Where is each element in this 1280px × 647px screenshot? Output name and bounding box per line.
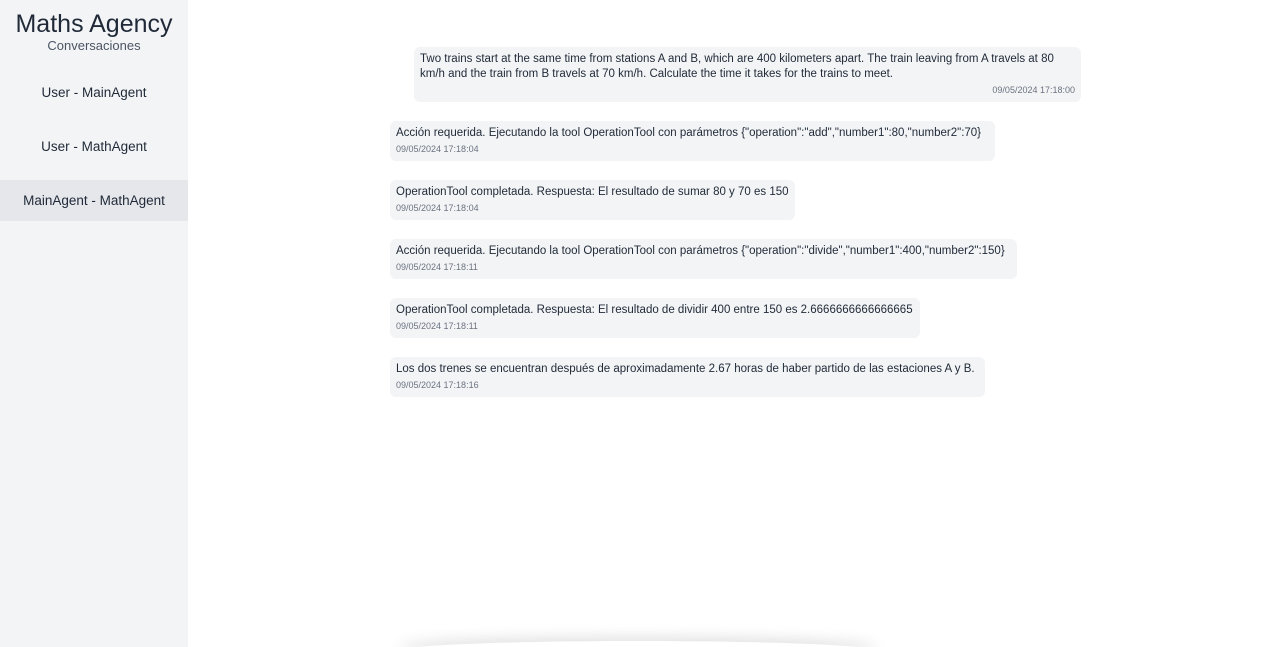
message-bubble-agent [390,357,985,397]
message-bubble-agent [390,298,920,338]
message-text: OperationTool completada. Respuesta: El resultado de dividir 400 entre 150 es 2.6666666666666665 [396,304,913,316]
message-text: Acción requerida. Ejecutando la tool OperationTool con parámetros {"operation":"add","number1":80,"number2":70} [396,127,982,139]
message-timestamp: 09/05/2024 17:18:04 [396,144,479,154]
message-timestamp: 09/05/2024 17:18:16 [396,380,479,390]
conversation-item-mainagent-mathagent[interactable]: MainAgent - MathAgent [0,180,188,221]
message-bubble-agent [390,121,995,161]
message-text: OperationTool completada. Respuesta: El resultado de sumar 80 y 70 es 150 [396,186,789,198]
message-text: Acción requerida. Ejecutando la tool OperationTool con parámetros {"operation":"divide","number1":400,"number2":150} [396,245,1005,257]
conversation-item-user-mainagent[interactable]: User - MainAgent [41,84,147,100]
message-timestamp: 09/05/2024 17:18:11 [396,321,478,331]
message-bubble-agent [390,239,1017,279]
conversation-item-user-mathagent[interactable]: User - MathAgent [41,138,147,154]
app-title: Maths Agency [15,10,173,38]
message-timestamp: 09/05/2024 17:18:04 [396,203,479,213]
message-text: Two trains start at the same time from stations A and B, which are 400 kilometers apart. The train leaving from A travels at 80 km/h and the train from B travels at 70 km/h. Calculate the time it takes for the trains to meet. [420,53,1054,80]
chat-panel [188,0,1280,647]
message-bubble-user [414,47,1081,102]
brand [0,0,188,62]
message-text: Los dos trenes se encuentran después de aproximadamente 2.67 horas de haber partido de las estaciones A y B. [396,363,975,375]
message-list [188,0,1280,647]
sidebar [0,0,188,647]
conversation-list [0,66,188,223]
message-timestamp: 09/05/2024 17:18:11 [396,262,478,272]
message-timestamp: 09/05/2024 17:18:00 [992,85,1075,95]
message-composer[interactable] [398,641,878,647]
conversations-heading: Conversaciones [47,38,141,53]
message-bubble-agent [390,180,795,220]
